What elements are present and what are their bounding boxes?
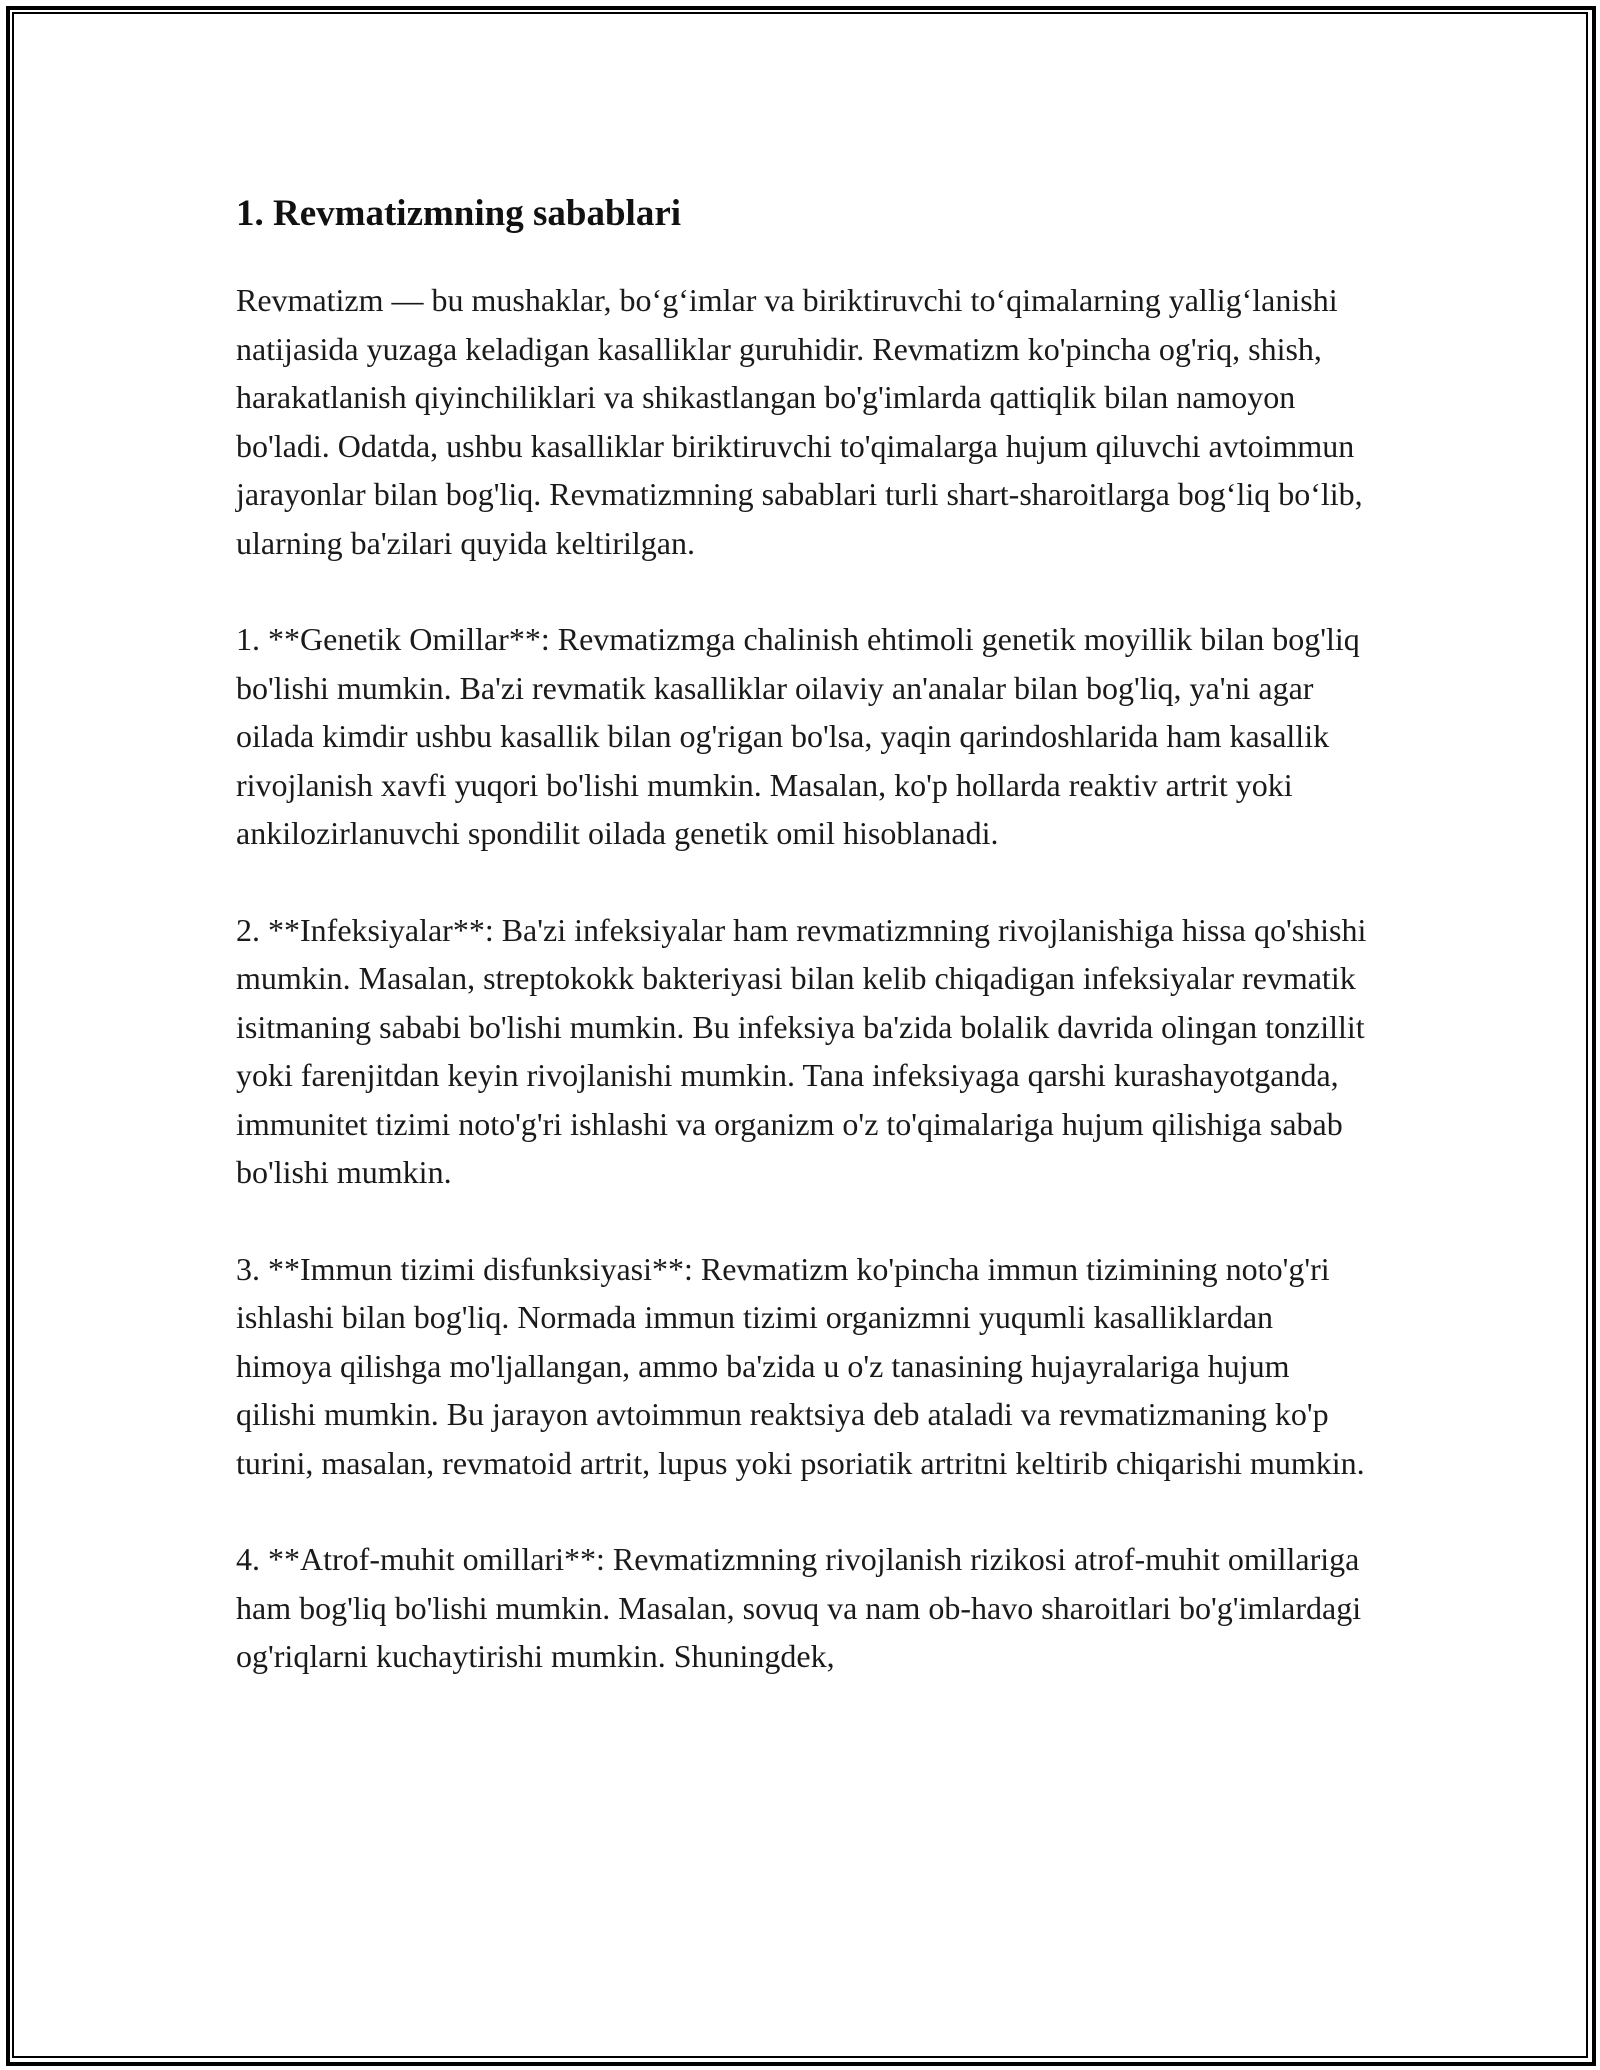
paragraph-immune-dysfunction: 3. **Immun tizimi disfunksiyasi**: Revmatizm ko'pincha immun tizimining noto'g'ri ishlashi bilan bog'liq. Normada immun tizimi organizmni yuqumli kasalliklardan himoya qilishga mo'ljallangan, ammo ba'zida u o'z tanasining hujayralariga hujum qilishi mumkin. Bu jarayon avtoimmun reaktsiya deb ataladi va revmatizmaning ko'p turini, masalan, revmatoid artrit, lupus yoki psoriatik artritni keltirib chiqarishi mumkin. <box>236 1250 1365 1481</box>
document-body <box>236 188 1376 1729</box>
paragraph-environmental-factors: 4. **Atrof-muhit omillari**: Revmatizmning rivojlanish rizikosi atrof-muhit omillariga ham bog'liq bo'lishi mumkin. Masalan, sovuq va nam ob-havo sharoitlari bo'g'imlardagi og'riqlarni kuchaytirishi mumkin. Shuningdek, <box>236 1541 1362 1674</box>
section-heading: 1. Revmatizmning sabablari <box>236 193 682 234</box>
paragraph-infections: 2. **Infeksiyalar**: Ba'zi infeksiyalar ham revmatizmning rivojlanishiga hissa qo'shishi mumkin. Masalan, streptokokk bakteriyasi bilan kelib chiqadigan infeksiyalar revmatik isitmaning sababi bo'lishi mumkin. Bu infeksiya ba'zida bolalik davrida olingan tonzillit yoki farenjitdan keyin rivojlanishi mumkin. Tana infeksiyaga qarshi kurashayotganda, immunitet tizimi noto'g'ri ishlashi va organizm o'z to'qimalariga hujum qilishiga sabab bo'lishi mumkin. <box>236 911 1367 1190</box>
intro-paragraph: Revmatizm — bu mushaklar, bo‘g‘imlar va biriktiruvchi to‘qimalarning yallig‘lanishi natijasida yuzaga keladigan kasalliklar guruhidir. Revmatizm ko'pincha og'riq, shish, harakatlanish qiyinchiliklari va shikastlangan bo'g'imlarda qattiqlik bilan namoyon bo'ladi. Odatda, ushbu kasalliklar biriktiruvchi to'qimalarga hujum qiluvchi avtoimmun jarayonlar bilan bog'liq. Revmatizmning sabablari turli shart-sharoitlarga bog‘liq bo‘lib, ularning ba'zilari quyida keltirilgan. <box>236 282 1363 561</box>
paragraph-genetic-factors: 1. **Genetik Omillar**: Revmatizmga chalinish ehtimoli genetik moyillik bilan bog'liq bo'lishi mumkin. Ba'zi revmatik kasalliklar oilaviy an'analar bilan bog'liq, ya'ni agar oilada kimdir ushbu kasallik bilan og'rigan bo'lsa, yaqin qarindoshlarida ham kasallik rivojlanish xavfi yuqori bo'lishi mumkin. Masalan, ko'p hollarda reaktiv artrit yoki ankilozirlanuvchi spondilit oilada genetik omil hisoblanadi. <box>236 621 1360 851</box>
